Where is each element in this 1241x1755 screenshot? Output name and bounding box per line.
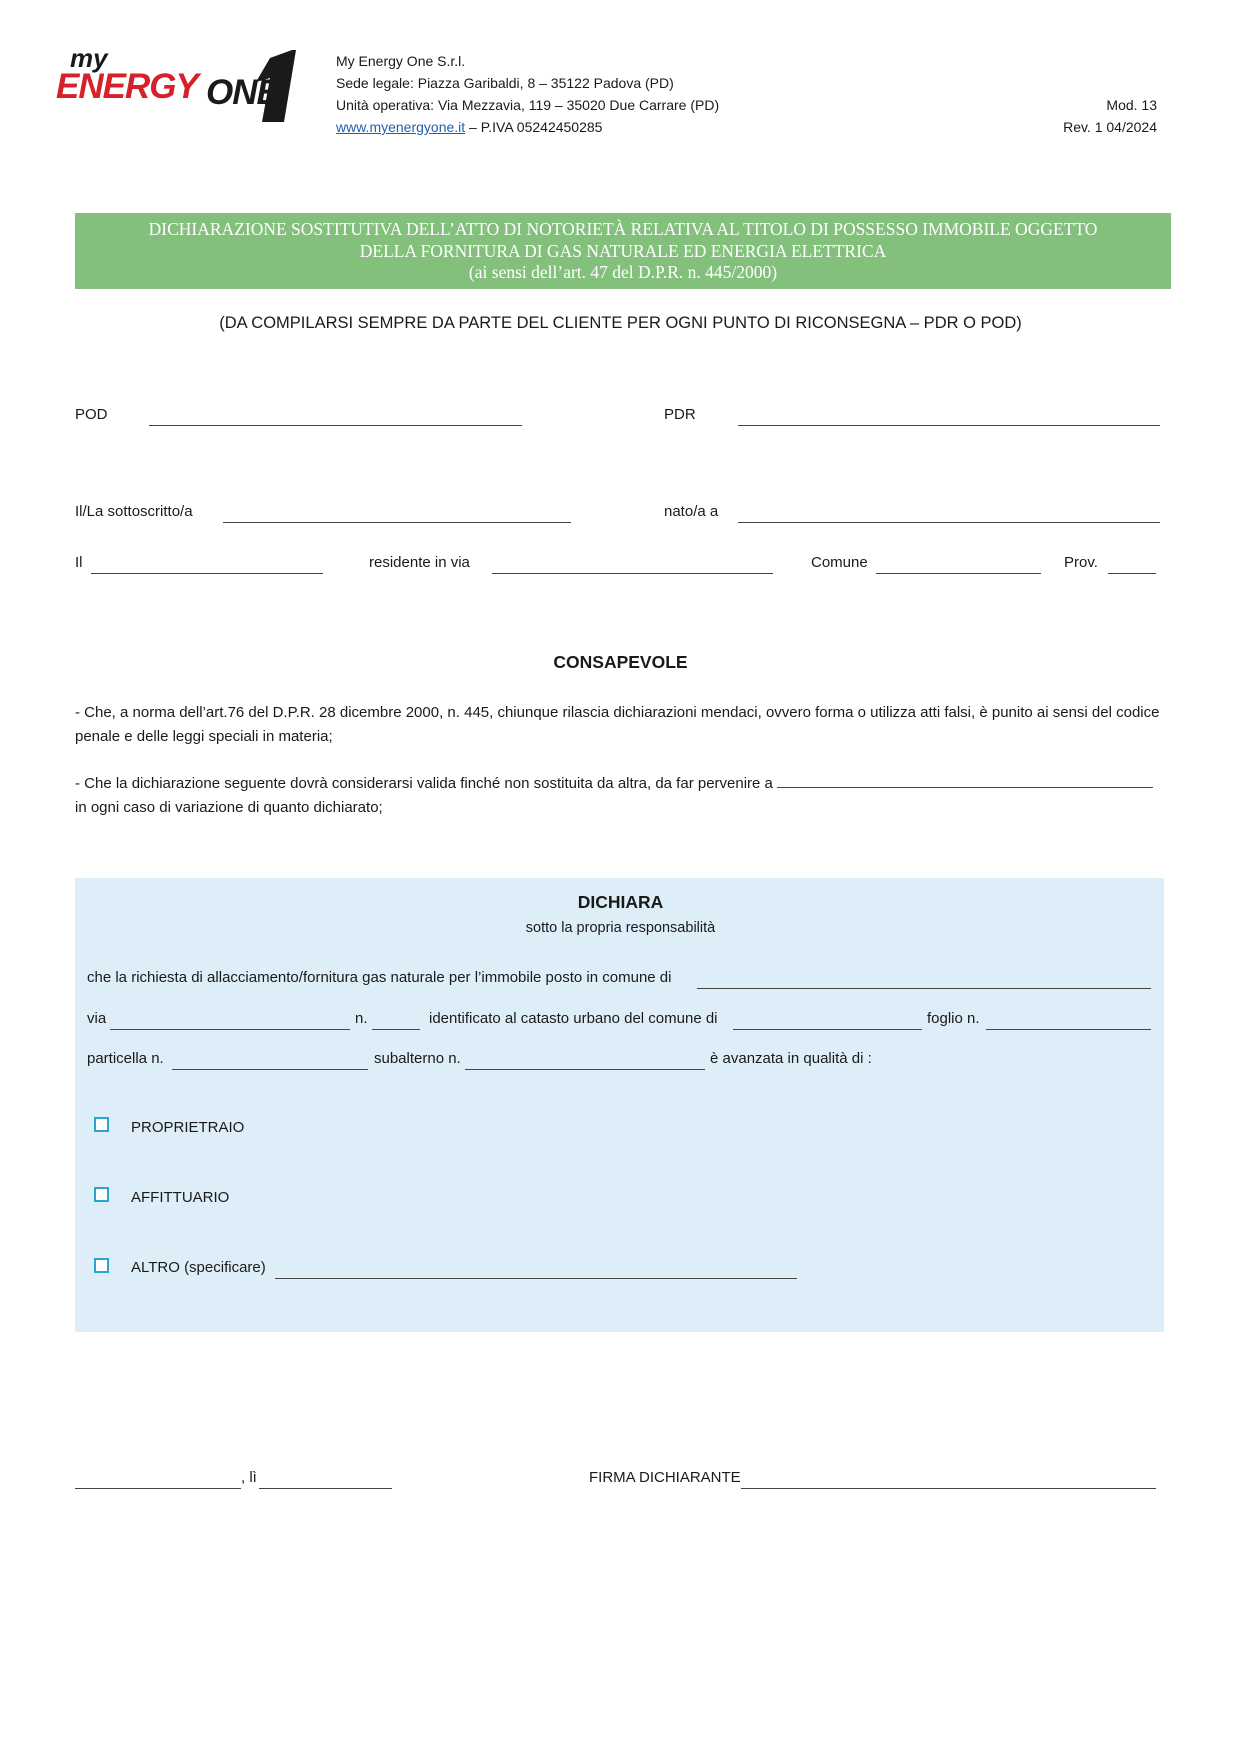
logo-wordmark-one: ONE (206, 73, 279, 112)
company-website-link[interactable]: www.myenergyone.it (336, 119, 466, 135)
undersigned-label: Il/La sottoscritto/a (75, 503, 193, 520)
other-specify-field[interactable] (275, 1260, 797, 1279)
subunit-label: subalterno n. (374, 1050, 461, 1067)
other-checkbox[interactable] (94, 1258, 109, 1273)
property-street-label: via (87, 1010, 107, 1027)
dichiara-subheading: sotto la propria responsabilità (525, 920, 716, 936)
consapevole-item-2-start: - Che la dichiarazione seguente dovrà considerarsi valida finché non sostituita da altra, da far pervenire a (75, 775, 773, 792)
company-name: My Energy One S.r.l. (336, 53, 466, 69)
compilation-instruction: (DA COMPILARSI SEMPRE DA PARTE DEL CLIENTE PER OGNI PUNTO DI RICONSEGNA – PDR O POD) (219, 314, 1022, 332)
parcel-label: particella n. (87, 1050, 164, 1067)
pdr-label: PDR (664, 406, 696, 423)
birthdate-field[interactable] (91, 555, 323, 574)
parcel-field[interactable] (172, 1051, 368, 1070)
consapevole-item-1: - Che, a norma dell’art.76 del D.P.R. 28 dicembre 2000, n. 445, chiunque rilascia dichiarazioni mendaci, ovvero forma o utilizza atti falsi, è punito ai sensi del codice penale e delle leggi speciali in materia; (75, 704, 1160, 745)
energyone-logo-graphic (56, 48, 318, 126)
pod-field[interactable] (149, 407, 522, 426)
document-title-line-2: DELLA FORNITURA DI GAS NATURALE ED ENERGIA ELETTRICA (359, 240, 887, 261)
request-text: che la richiesta di allacciamento/fornitura gas naturale per l’immobile posto in comune di (87, 969, 672, 986)
property-number-label: n. (355, 1010, 368, 1027)
dichiara-heading: DICHIARA (577, 892, 664, 912)
pod-label: POD (75, 406, 108, 423)
consapevole-heading: CONSAPEVOLE (553, 652, 688, 672)
owner-option-label: PROPRIETRAIO (131, 1119, 245, 1136)
signature-place-field[interactable] (75, 1470, 241, 1489)
document-title-line-3: (ai sensi dell’art. 47 del D.P.R. n. 445/2000) (468, 262, 778, 282)
capacity-text: è avanzata in qualità di : (710, 1050, 872, 1067)
cadastre-text: identificato al catasto urbano del comune di (429, 1010, 718, 1027)
province-field[interactable] (1108, 555, 1156, 574)
pdr-field[interactable] (738, 407, 1160, 426)
residence-street-label: residente in via (369, 554, 470, 571)
recipient-field[interactable] (777, 771, 1153, 788)
module-info (1063, 94, 1157, 138)
consapevole-item-2-end: in ogni caso di variazione di quanto dichiarato; (75, 799, 383, 816)
property-municipality-field[interactable] (697, 970, 1151, 989)
signature-date-field[interactable] (259, 1470, 392, 1489)
company-vat: – P.IVA 05242450285 (465, 119, 603, 135)
company-web-vat (336, 116, 719, 138)
undersigned-name-field[interactable] (223, 504, 571, 523)
module-number: Mod. 13 (1106, 97, 1157, 113)
owner-checkbox[interactable] (94, 1117, 109, 1132)
municipality-field[interactable] (876, 555, 1041, 574)
birthplace-label: nato/a a (664, 503, 719, 520)
birthplace-field[interactable] (738, 504, 1160, 523)
residence-street-field[interactable] (492, 555, 773, 574)
company-logo (56, 48, 318, 126)
subunit-field[interactable] (465, 1051, 705, 1070)
property-street-field[interactable] (110, 1011, 350, 1030)
sheet-label: foglio n. (927, 1010, 980, 1027)
signature-field[interactable] (741, 1470, 1156, 1489)
property-number-field[interactable] (372, 1011, 420, 1030)
document-title-band (75, 213, 1171, 289)
company-operational-unit: Unità operativa: Via Mezzavia, 119 – 35020 Due Carrare (PD) (336, 97, 720, 113)
tenant-option-label: AFFITTUARIO (131, 1189, 230, 1206)
province-label: Prov. (1064, 554, 1098, 571)
birthdate-label: Il (75, 554, 83, 571)
consapevole-item-2 (75, 771, 1170, 820)
tenant-checkbox[interactable] (94, 1187, 109, 1202)
place-date-separator: , lì (241, 1469, 257, 1486)
other-option-label: ALTRO (specificare) (131, 1259, 266, 1276)
cadastre-municipality-field[interactable] (733, 1011, 922, 1030)
signature-label: FIRMA DICHIARANTE (589, 1469, 741, 1486)
module-revision: Rev. 1 04/2024 (1063, 119, 1157, 135)
company-info (336, 50, 719, 138)
municipality-label: Comune (811, 554, 868, 571)
logo-wordmark-energy: ENERGY (56, 67, 198, 106)
logo-my-text: my (70, 48, 108, 73)
sheet-field[interactable] (986, 1011, 1151, 1030)
document-title-line-1: DICHIARAZIONE SOSTITUTIVA DELL’ATTO DI NOTORIETÀ RELATIVA AL TITOLO DI POSSESSO IMMOBILE OGGETTO (148, 219, 1098, 239)
company-legal-seat: Sede legale: Piazza Garibaldi, 8 – 35122 Padova (PD) (336, 75, 674, 91)
